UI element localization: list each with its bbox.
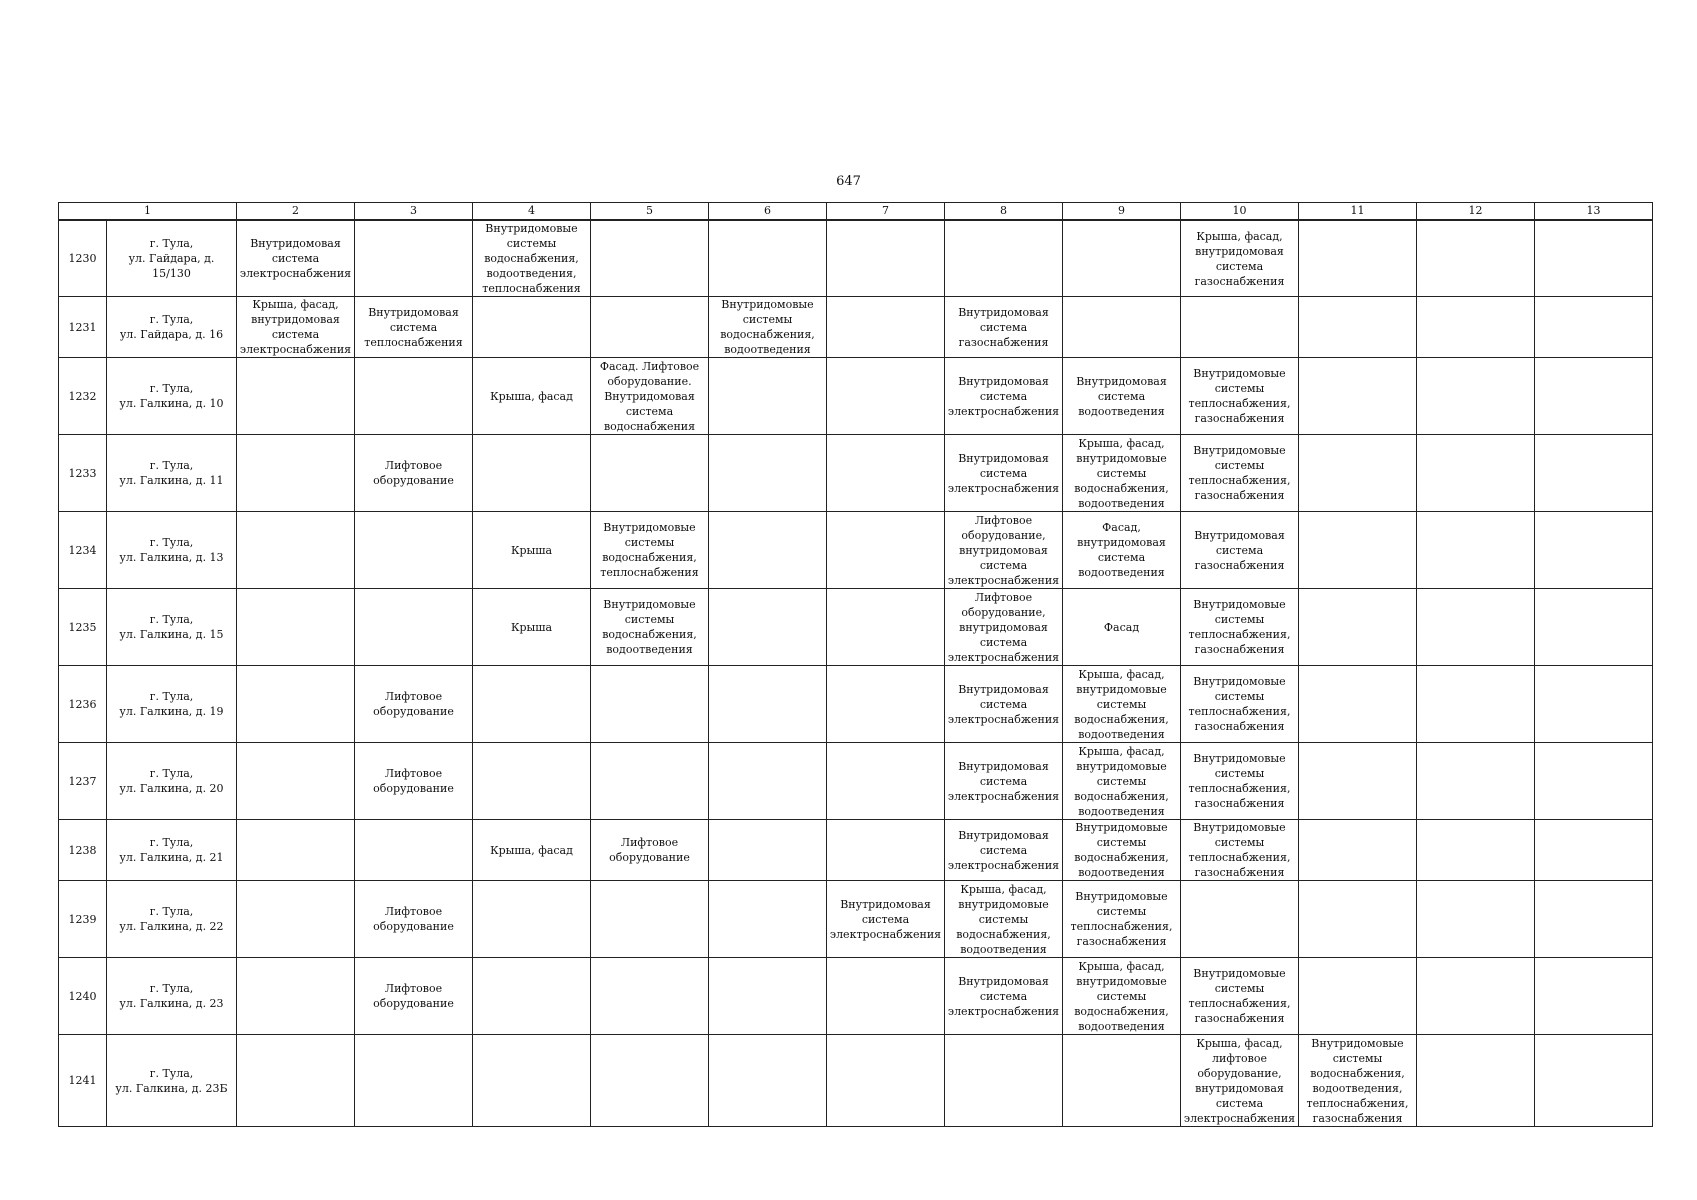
table-row [59, 743, 1653, 820]
work-cell [591, 512, 709, 589]
work-cell [1299, 820, 1417, 881]
work-cell-text: Внутридомовые системы теплоснабжения, газоснабжения [1188, 821, 1291, 879]
work-cell [945, 512, 1063, 589]
work-cell [1535, 1035, 1653, 1127]
work-cell-text: Внутридомовые системы теплоснабжения, газоснабжения [1070, 890, 1173, 948]
work-cell-text: Фасад [1103, 620, 1140, 634]
work-cell [473, 820, 591, 881]
work-cell [355, 358, 473, 435]
column-header: 9 [1063, 203, 1181, 221]
work-cell-text: Лифтовое оборудование, внутридомовая система электроснабжения [947, 590, 1060, 664]
work-cell [1181, 358, 1299, 435]
column-header: 6 [709, 203, 827, 221]
column-header: 12 [1417, 203, 1535, 221]
work-cell [827, 512, 945, 589]
work-cell-text: Внутридомовая система газоснабжения [958, 305, 1049, 349]
address-text: г. Тула, ул. Галкина, д. 23 [119, 982, 224, 1010]
work-cell-text: Крыша, фасад, лифтовое оборудование, внутридомовая система электроснабжения [1183, 1036, 1296, 1125]
work-cell [945, 297, 1063, 358]
work-cell-text: Лифтовое оборудование, внутридомовая система электроснабжения [947, 513, 1060, 587]
row-number: 1239 [59, 881, 107, 958]
work-cell [473, 358, 591, 435]
work-cell [709, 512, 827, 589]
work-cell-text: Крыша, фасад, внутридомовые системы водоснабжения, водоотведения [1074, 744, 1169, 818]
column-header: 11 [1299, 203, 1417, 221]
work-cell-text: Внутридомовые системы теплоснабжения, газоснабжения [1188, 598, 1291, 656]
work-cell [709, 958, 827, 1035]
row-number: 1235 [59, 589, 107, 666]
work-cell [355, 435, 473, 512]
work-cell [355, 1035, 473, 1127]
address-cell [107, 666, 237, 743]
work-cell-text: Внутридомовая система электроснабжения [947, 828, 1060, 872]
work-cell-text: Крыша, фасад, внутридомовые системы водоснабжения, водоотведения [1074, 667, 1169, 741]
work-cell [945, 435, 1063, 512]
work-cell [1535, 958, 1653, 1035]
work-cell [1417, 881, 1535, 958]
work-cell [1181, 881, 1299, 958]
work-cell [827, 1035, 945, 1127]
work-cell [945, 743, 1063, 820]
table-row [59, 435, 1653, 512]
work-cell-text: Внутридомовая система электроснабжения [947, 974, 1060, 1018]
work-cell [355, 512, 473, 589]
work-cell [473, 1035, 591, 1127]
work-cell [591, 297, 709, 358]
column-header: 4 [473, 203, 591, 221]
work-cell [237, 743, 355, 820]
work-cell-text: Крыша, фасад, внутридомовая система газоснабжения [1194, 229, 1285, 288]
work-cell-text: Фасад, внутридомовая система водоотведения [1077, 521, 1166, 579]
work-cell [709, 297, 827, 358]
work-cell [1181, 297, 1299, 358]
work-cell [1535, 435, 1653, 512]
table-row [59, 1035, 1653, 1127]
column-header: 3 [355, 203, 473, 221]
work-cell [945, 589, 1063, 666]
work-cell [709, 666, 827, 743]
row-number: 1240 [59, 958, 107, 1035]
work-cell-text: Внутридомовые системы теплоснабжения, газоснабжения [1188, 367, 1291, 425]
work-cell [237, 881, 355, 958]
work-cell [1417, 589, 1535, 666]
work-cell-text: Крыша, фасад [490, 389, 573, 403]
work-cell [1417, 358, 1535, 435]
work-cell [827, 958, 945, 1035]
work-cell [827, 666, 945, 743]
work-cell [1299, 666, 1417, 743]
work-cell [1417, 666, 1535, 743]
work-cell [827, 881, 945, 958]
work-cell [709, 1035, 827, 1127]
work-cell [355, 820, 473, 881]
work-cell [1299, 512, 1417, 589]
work-cell-text: Внутридомовые системы теплоснабжения, газоснабжения [1188, 675, 1291, 733]
work-cell [1535, 297, 1653, 358]
work-cell-text: Фасад. Лифтовое оборудование. Внутридомовая система водоснабжения [599, 359, 700, 433]
work-cell-text: Крыша [510, 620, 553, 634]
work-cell-text: Внутридомовые системы теплоснабжения, газоснабжения [1188, 444, 1291, 502]
work-cell [1181, 1035, 1299, 1127]
work-schedule-table [58, 202, 1653, 1127]
address-cell [107, 743, 237, 820]
work-cell [591, 958, 709, 1035]
address-cell [107, 589, 237, 666]
table-row [59, 820, 1653, 881]
work-cell-text: Внутридомовые системы водоснабжения, теплоснабжения [600, 521, 699, 579]
column-header: 13 [1535, 203, 1653, 221]
address-text: г. Тула, ул. Гайдара, д. 16 [119, 313, 224, 341]
page-number: 647 [836, 174, 861, 189]
work-cell [709, 743, 827, 820]
work-cell [709, 589, 827, 666]
work-cell [1417, 220, 1535, 297]
work-cell [1063, 297, 1181, 358]
work-cell [473, 435, 591, 512]
work-cell [1181, 435, 1299, 512]
work-cell [945, 820, 1063, 881]
work-cell [827, 589, 945, 666]
work-cell-text: Крыша, фасад, внутридомовые системы водоснабжения, водоотведения [1074, 959, 1169, 1033]
work-cell [827, 220, 945, 297]
work-cell [1299, 958, 1417, 1035]
work-cell [1181, 666, 1299, 743]
work-cell-text: Крыша [510, 543, 553, 557]
work-cell [1063, 881, 1181, 958]
work-cell [473, 220, 591, 297]
work-cell [1417, 512, 1535, 589]
work-cell [1181, 958, 1299, 1035]
work-cell [1299, 297, 1417, 358]
work-cell [591, 589, 709, 666]
work-cell [355, 958, 473, 1035]
work-cell [1417, 297, 1535, 358]
work-cell-text: Крыша, фасад, внутридомовые системы водоснабжения, водоотведения [1074, 436, 1169, 510]
work-cell [827, 435, 945, 512]
work-cell [1535, 220, 1653, 297]
work-cell [473, 666, 591, 743]
work-cell-text: Внутридомовые системы водоснабжения, водоотведения [720, 298, 815, 356]
work-cell-text: Внутридомовые системы теплоснабжения, газоснабжения [1188, 967, 1291, 1025]
work-cell [1535, 666, 1653, 743]
work-cell [1063, 512, 1181, 589]
address-cell [107, 1035, 237, 1127]
address-text: г. Тула, ул. Галкина, д. 15 [119, 613, 224, 641]
work-cell [591, 666, 709, 743]
work-cell [1063, 666, 1181, 743]
work-cell [237, 958, 355, 1035]
work-cell [709, 820, 827, 881]
work-cell-text: Лифтовое оборудование [373, 690, 454, 718]
table-row [59, 358, 1653, 435]
work-cell-text: Внутридомовые системы водоснабжения, водоотведения, теплоснабжения, газоснабжения [1306, 1036, 1409, 1125]
work-cell [237, 589, 355, 666]
table-row [59, 881, 1653, 958]
column-header: 2 [237, 203, 355, 221]
work-cell [1063, 1035, 1181, 1127]
work-cell [237, 297, 355, 358]
work-cell [591, 358, 709, 435]
work-cell [1535, 512, 1653, 589]
row-number: 1234 [59, 512, 107, 589]
column-header: 10 [1181, 203, 1299, 221]
work-cell [355, 589, 473, 666]
address-cell [107, 958, 237, 1035]
address-text: г. Тула, ул. Галкина, д. 19 [119, 690, 224, 718]
work-cell [1535, 743, 1653, 820]
work-cell [945, 1035, 1063, 1127]
address-cell [107, 220, 237, 297]
work-cell [1535, 358, 1653, 435]
row-number: 1230 [59, 220, 107, 297]
column-header: 7 [827, 203, 945, 221]
work-cell [827, 358, 945, 435]
work-cell-text: Крыша, фасад [490, 843, 573, 857]
work-cell [1299, 743, 1417, 820]
work-cell-text: Внутридомовая система газоснабжения [1194, 528, 1285, 572]
work-cell [1299, 358, 1417, 435]
work-cell [1417, 743, 1535, 820]
row-number: 1241 [59, 1035, 107, 1127]
work-cell [709, 220, 827, 297]
work-cell-text: Внутридомовая система водоотведения [1076, 374, 1167, 418]
work-cell [827, 743, 945, 820]
work-cell [1299, 1035, 1417, 1127]
address-text: г. Тула, ул. Галкина, д. 21 [119, 836, 224, 864]
work-cell-text: Внутридомовые системы теплоснабжения, газоснабжения [1188, 752, 1291, 810]
work-cell [1063, 435, 1181, 512]
work-cell [1063, 589, 1181, 666]
work-cell [709, 358, 827, 435]
work-cell-text: Крыша, фасад, внутридомовая система электроснабжения [239, 298, 352, 356]
table-row [59, 958, 1653, 1035]
address-cell [107, 820, 237, 881]
work-cell [1181, 743, 1299, 820]
work-cell [355, 297, 473, 358]
work-cell-text: Внутридомовые системы водоснабжения, водоотведения [602, 598, 697, 656]
work-cell [237, 666, 355, 743]
work-cell [237, 435, 355, 512]
work-cell [1299, 881, 1417, 958]
work-cell [473, 743, 591, 820]
work-cell-text: Внутридомовая система электроснабжения [829, 897, 942, 941]
work-cell [1535, 881, 1653, 958]
work-cell [473, 881, 591, 958]
address-cell [107, 358, 237, 435]
work-cell [591, 881, 709, 958]
work-cell [1535, 589, 1653, 666]
work-cell-text: Внутридомовая система электроснабжения [947, 682, 1060, 726]
work-cell-text: Лифтовое оборудование [373, 459, 454, 487]
column-header: 5 [591, 203, 709, 221]
work-cell-text: Внутридомовая система электроснабжения [239, 237, 352, 280]
row-number: 1231 [59, 297, 107, 358]
work-cell [237, 820, 355, 881]
work-cell [1063, 220, 1181, 297]
work-cell [355, 220, 473, 297]
work-cell [945, 881, 1063, 958]
address-cell [107, 512, 237, 589]
row-number: 1232 [59, 358, 107, 435]
column-header: 8 [945, 203, 1063, 221]
work-cell [1299, 435, 1417, 512]
address-text: г. Тула, ул. Галкина, д. 22 [119, 905, 224, 933]
work-cell [827, 297, 945, 358]
table-row [59, 512, 1653, 589]
work-cell [1063, 743, 1181, 820]
address-text: г. Тула, ул. Галкина, д. 20 [119, 767, 224, 795]
work-cell [1181, 820, 1299, 881]
work-cell-text: Внутридомовая система электроснабжения [947, 451, 1060, 495]
work-cell [355, 743, 473, 820]
work-cell [237, 220, 355, 297]
table-header-row [59, 203, 1653, 221]
work-cell-text: Крыша, фасад, внутридомовые системы водоснабжения, водоотведения [956, 882, 1051, 956]
work-cell [1181, 589, 1299, 666]
work-cell [237, 358, 355, 435]
work-cell-text: Внутридомовая система электроснабжения [947, 759, 1060, 803]
work-cell [945, 358, 1063, 435]
work-cell [473, 589, 591, 666]
work-cell [1299, 220, 1417, 297]
address-cell [107, 881, 237, 958]
work-cell [355, 881, 473, 958]
address-text: г. Тула, ул. Галкина, д. 13 [119, 536, 224, 564]
work-cell [1417, 435, 1535, 512]
work-cell [1063, 958, 1181, 1035]
work-cell-text: Лифтовое оборудование [373, 767, 454, 795]
work-cell [1181, 220, 1299, 297]
row-number: 1237 [59, 743, 107, 820]
work-cell [1181, 512, 1299, 589]
address-text: г. Тула, ул. Галкина, д. 10 [119, 382, 224, 410]
work-cell [709, 881, 827, 958]
table-row [59, 666, 1653, 743]
address-cell [107, 297, 237, 358]
work-cell [237, 512, 355, 589]
work-cell [945, 958, 1063, 1035]
work-cell [591, 743, 709, 820]
table-body [59, 203, 1653, 1127]
row-number: 1238 [59, 820, 107, 881]
work-cell [1063, 820, 1181, 881]
work-cell-text: Лифтовое оборудование [373, 905, 454, 933]
work-cell [945, 666, 1063, 743]
work-cell [1299, 589, 1417, 666]
address-cell [107, 435, 237, 512]
work-cell-text: Внутридомовая система теплоснабжения [364, 305, 463, 349]
work-cell [591, 1035, 709, 1127]
work-cell [709, 435, 827, 512]
table-row [59, 297, 1653, 358]
work-cell [473, 297, 591, 358]
work-cell [355, 666, 473, 743]
work-cell [591, 820, 709, 881]
work-cell [1535, 820, 1653, 881]
work-cell [1417, 820, 1535, 881]
work-cell-text: Внутридомовые системы водоснабжения, водоотведения, теплоснабжения [482, 222, 581, 295]
table-row [59, 589, 1653, 666]
work-cell [473, 958, 591, 1035]
address-text: г. Тула, ул. Гайдара, д. 15/130 [128, 237, 215, 280]
address-text: г. Тула, ул. Галкина, д. 11 [119, 459, 224, 487]
work-cell [1417, 1035, 1535, 1127]
work-cell-text: Лифтовое оборудование [609, 836, 690, 864]
work-cell-text: Лифтовое оборудование [373, 982, 454, 1010]
address-text: г. Тула, ул. Галкина, д. 23Б [115, 1066, 228, 1095]
work-cell [827, 820, 945, 881]
work-cell [1417, 958, 1535, 1035]
column-header: 1 [59, 203, 237, 221]
row-number: 1233 [59, 435, 107, 512]
table-row [59, 220, 1653, 297]
work-cell [945, 220, 1063, 297]
work-cell [591, 220, 709, 297]
work-cell [1063, 358, 1181, 435]
work-cell [591, 435, 709, 512]
work-cell [237, 1035, 355, 1127]
work-cell-text: Внутридомовая система электроснабжения [947, 374, 1060, 418]
work-cell [473, 512, 591, 589]
row-number: 1236 [59, 666, 107, 743]
work-cell-text: Внутридомовые системы водоснабжения, водоотведения [1074, 821, 1169, 879]
